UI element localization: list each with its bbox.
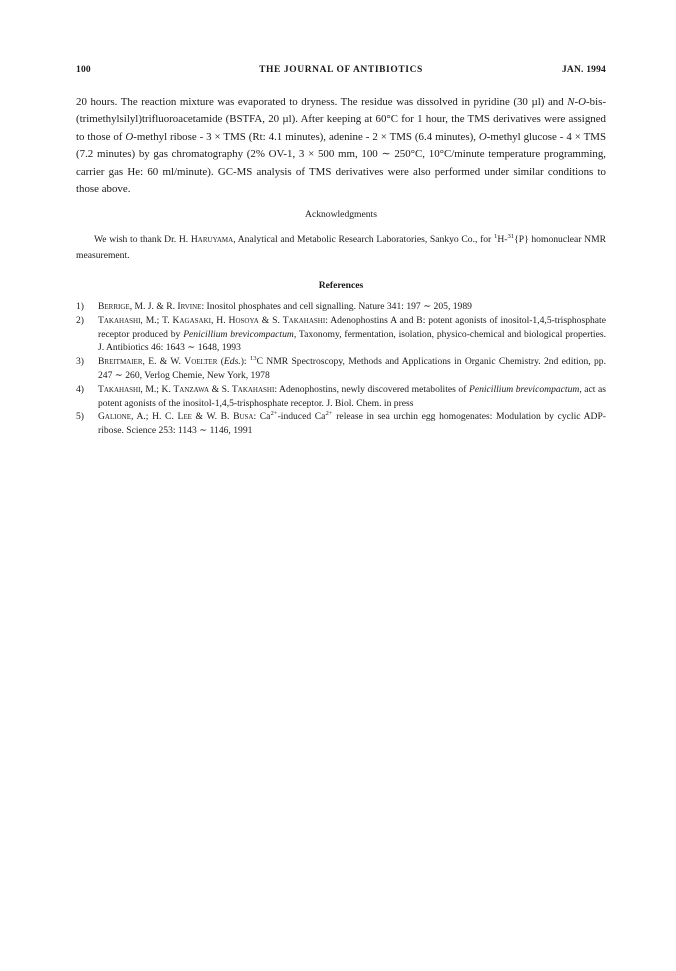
reference-author: Takahashi [98, 383, 141, 395]
journal-title: THE JOURNAL OF ANTIBIOTICS [259, 65, 423, 75]
ack-segment: {P} homonuclear NMR measurement. [76, 234, 607, 261]
body-text-segment: -methyl glucose - 4 × TMS (7.2 minutes) by gas chromatography (2% OV-1, 3 × 500 mm, 100 ∼ 250°C, 10°C/minute temperature programming, carrier gas He: 60 ml/minute). GC-MS analysis of TMS derivatives were also performed under similar conditions to those above. [76, 130, 607, 196]
reference-author: Tanzawa [173, 383, 210, 395]
body-text-segment: -methyl ribose - 3 × TMS (Rt: 4.1 minutes), adenine - 2 × TMS (6.4 minutes), [133, 130, 479, 143]
body-text-segment: 20 hours. The reaction mixture was evaporated to dryness. The residue was dissolved in pyridine (30 µl) and [76, 96, 568, 108]
reference-number: 1) [76, 301, 84, 312]
ack-segment: We wish to thank Dr. H. [94, 234, 191, 245]
acknowledgments-text [76, 232, 606, 263]
reference-superscript: 13 [249, 355, 257, 362]
reference-author: Takahashi [282, 314, 326, 326]
reference-item [76, 300, 606, 314]
issue-date: JAN. 1994 [561, 65, 606, 75]
reference-author: Berrige [98, 301, 130, 312]
body-italic: O [125, 130, 134, 143]
reference-text: , A.; H. C. [130, 411, 178, 423]
reference-text: : Ca [253, 411, 271, 423]
body-text-segment: -bis-(trimethylsilyl)trifluoroacetamide (BSTFA, 20 µl). After keeping at 60°C for 1 hour, the TMS derivatives were assigned to those of [76, 96, 606, 143]
reference-author: Takahashi [231, 383, 275, 395]
reference-text: , Taxonomy, fermentation, isolation, physico-chemical and biological properties. J. Antibiotics 46: 1643 ∼ 1648, 1993 [98, 328, 606, 354]
reference-editors-mark: Eds. [223, 356, 241, 368]
body-italic: N-O [567, 96, 587, 108]
reference-text: , M.; T. [140, 314, 173, 326]
reference-text: , M.; K. [140, 383, 174, 395]
reference-number: 3) [76, 356, 84, 368]
reference-item [76, 410, 606, 438]
reference-author: Hosoya [228, 314, 259, 326]
ack-segment: , Analytical and Metabolic Research Laboratories, Sankyo Co., for [233, 234, 494, 245]
reference-text: release in sea urchin egg homogenates: Modulation by cyclic ADP-ribose. Science 253: 1143 ∼ 1146, 1991 [98, 411, 606, 437]
reference-item [76, 314, 606, 355]
reference-author: Irvine [177, 301, 202, 312]
reference-list [76, 300, 606, 438]
ack-superscript: 1 [493, 232, 498, 240]
reference-author: Galione [98, 411, 131, 423]
reference-text: , E. & W. [142, 356, 185, 368]
reference-author: Kagasaki [172, 314, 211, 326]
reference-text: & S. [258, 314, 283, 326]
reference-species: Penicillium brevicompactum [183, 328, 294, 340]
references-heading: References [318, 280, 364, 291]
reference-text: : Adenophostins, newly discovered metabolites of [274, 383, 469, 395]
reference-number: 5) [76, 411, 84, 423]
reference-author: Breitmaier [98, 356, 143, 368]
reference-text: , M. J. & R. [129, 301, 178, 312]
methods-paragraph [76, 94, 606, 198]
reference-text: , act as potent agonists of the inositol-1,4,5-trisphosphate receptor. J. Biol. Chem. in press [98, 383, 606, 409]
page-number: 100 [76, 65, 91, 75]
reference-text: & S. [209, 383, 232, 395]
acknowledgments-heading: Acknowledgments [305, 209, 377, 220]
reference-text: : Adenophostins A and B: potent agonists of inositol-1,4,5-trisphosphate receptor produced by [98, 314, 606, 340]
reference-author: Busa [233, 411, 254, 423]
reference-text: , H. [210, 314, 229, 326]
ack-superscript: 31 [507, 232, 515, 240]
reference-item [76, 355, 606, 383]
reference-author: Lee [177, 411, 192, 423]
reference-author: Takahashi [98, 314, 141, 326]
body-italic: O [478, 130, 487, 143]
reference-text: : Inositol phosphates and cell signalling. Nature 341: 197 ∼ 205, 1989 [201, 301, 472, 312]
reference-text: ( [217, 356, 224, 368]
reference-item [76, 383, 606, 411]
reference-text: C NMR Spectroscopy, Methods and Applications in Organic Chemistry. 2nd edition, pp. 247 ∼ 260, Verlog Chemie, New York, 1978 [98, 356, 606, 381]
reference-number: 4) [76, 383, 84, 395]
reference-superscript: 2+ [325, 410, 333, 418]
reference-species: Penicillium brevicompactum [468, 383, 580, 395]
reference-text: ): [240, 356, 250, 368]
ack-author-name: Haruyama [190, 234, 234, 245]
reference-number: 2) [76, 314, 84, 326]
reference-author: Voelter [184, 356, 218, 368]
reference-superscript: 2+ [270, 410, 278, 418]
ack-segment: H- [497, 234, 508, 245]
reference-text: & W. B. [191, 411, 234, 423]
reference-text: -induced Ca [277, 411, 326, 423]
